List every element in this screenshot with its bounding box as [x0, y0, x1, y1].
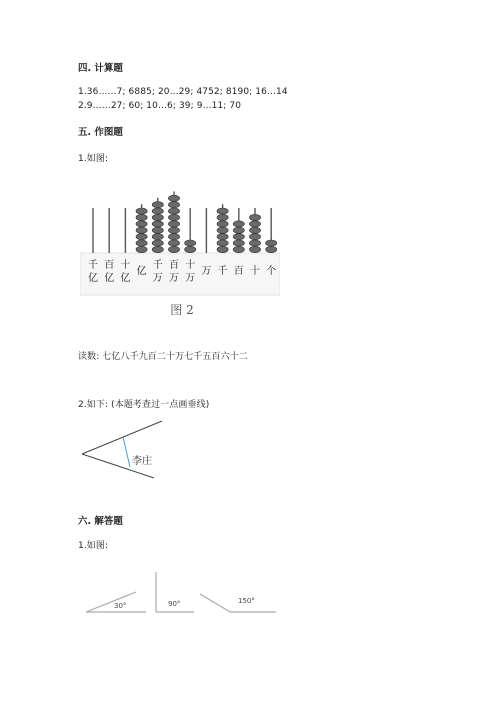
abacus-bead [217, 214, 228, 220]
abacus-bead [168, 214, 179, 220]
abacus-bead [152, 202, 163, 208]
section-4-answer-line-2: 2.9……27; 60; 10…6; 39; 9…11; 70 [78, 101, 242, 111]
abacus-bead [168, 208, 179, 214]
abacus-bead [249, 246, 260, 252]
abacus-bead [136, 221, 147, 227]
abacus-bead [249, 240, 260, 246]
abacus-bead [233, 240, 244, 246]
rod-label-char: 亿 [88, 273, 98, 284]
abacus-bead [136, 234, 147, 240]
abacus-bead [217, 234, 228, 240]
abacus-figure [80, 182, 280, 322]
abacus-bead [266, 240, 277, 246]
abacus-bead [152, 227, 163, 233]
rod-label-char: 百 [169, 260, 179, 271]
abacus-bead [168, 227, 179, 233]
perpendicular-line [123, 437, 130, 467]
question-2-label: 2.如下: (本题考查过一点画垂线) [78, 400, 210, 410]
rod-label-char: 千 [152, 260, 163, 271]
figure-caption: 图 2 [170, 303, 194, 317]
abacus-bead [185, 240, 196, 246]
abacus-bead [249, 234, 260, 240]
abacus-bead [136, 208, 147, 214]
abacus-bead [152, 214, 163, 220]
abacus-bead [233, 221, 244, 227]
rod-label-char: 个 [266, 266, 277, 277]
section-5-title: 五. 作图题 [78, 127, 123, 138]
perpendicular-figure [76, 415, 176, 485]
abacus-bead [168, 202, 179, 208]
abacus-bead [233, 227, 244, 233]
abacus-bead [136, 246, 147, 252]
reading-answer: 读数: 七亿八千九百二十万七千五百六十二 [78, 352, 248, 362]
rod-label-char: 万 [185, 273, 196, 284]
abacus-bead [168, 240, 179, 246]
abacus-bead [217, 208, 228, 214]
section-6-title: 六. 解答题 [78, 516, 123, 527]
abacus-bead [152, 221, 163, 227]
abacus-bead [168, 221, 179, 227]
abacus-bead [136, 214, 147, 220]
village-label: 李庄 [132, 456, 152, 467]
rod-label-char: 亿 [120, 273, 131, 284]
abacus-bead [136, 240, 147, 246]
abacus-bead [152, 208, 163, 214]
abacus-bead [152, 246, 163, 252]
abacus-bead [168, 195, 179, 201]
abacus-bead [152, 234, 163, 240]
rod-label-char: 万 [201, 266, 212, 277]
abacus-bead [217, 221, 228, 227]
rod-label-char: 十 [120, 260, 131, 271]
angle-150-label: 150° [238, 597, 255, 605]
rod-label-char: 千 [217, 266, 228, 277]
abacus-bead [168, 234, 179, 240]
section-4-answer-line-1: 1.36……7; 6885; 20…29; 4752; 8190; 16…14 [78, 87, 288, 97]
abacus-bead [249, 221, 260, 227]
rod-label-char: 十 [250, 266, 260, 277]
abacus-bead [233, 234, 244, 240]
rod-label-char: 千 [88, 260, 98, 271]
abacus-bead [217, 227, 228, 233]
abacus-rods [93, 191, 277, 253]
rod-label-char: 十 [185, 260, 196, 271]
abacus-bead [185, 246, 196, 252]
rod-label-char: 亿 [136, 266, 147, 277]
angle-90-label: 90° [168, 600, 181, 608]
abacus-bead [249, 214, 260, 220]
abacus-bead [233, 246, 244, 252]
rod-label-char: 万 [169, 273, 179, 284]
abacus-bead [136, 227, 147, 233]
section-4-title: 四. 计算题 [78, 63, 123, 74]
rod-label-char: 万 [152, 273, 163, 284]
question-1-label: 1.如图: [78, 154, 109, 164]
abacus-bead [217, 240, 228, 246]
angle-30-label: 30° [114, 602, 127, 610]
angle-side-upper [82, 421, 162, 454]
rod-label-char: 亿 [104, 273, 115, 284]
abacus-bead [217, 246, 228, 252]
rod-label-char: 百 [104, 260, 115, 271]
angles-figure [84, 570, 284, 620]
rod-label-char: 百 [233, 266, 244, 277]
abacus-bead [266, 246, 277, 252]
angle-30-arm [86, 592, 136, 612]
question-1-label-2: 1.如图: [78, 541, 109, 551]
abacus-bead [168, 246, 179, 252]
abacus-bead [249, 227, 260, 233]
abacus-bead [152, 240, 163, 246]
angle-150-arm [200, 594, 230, 612]
